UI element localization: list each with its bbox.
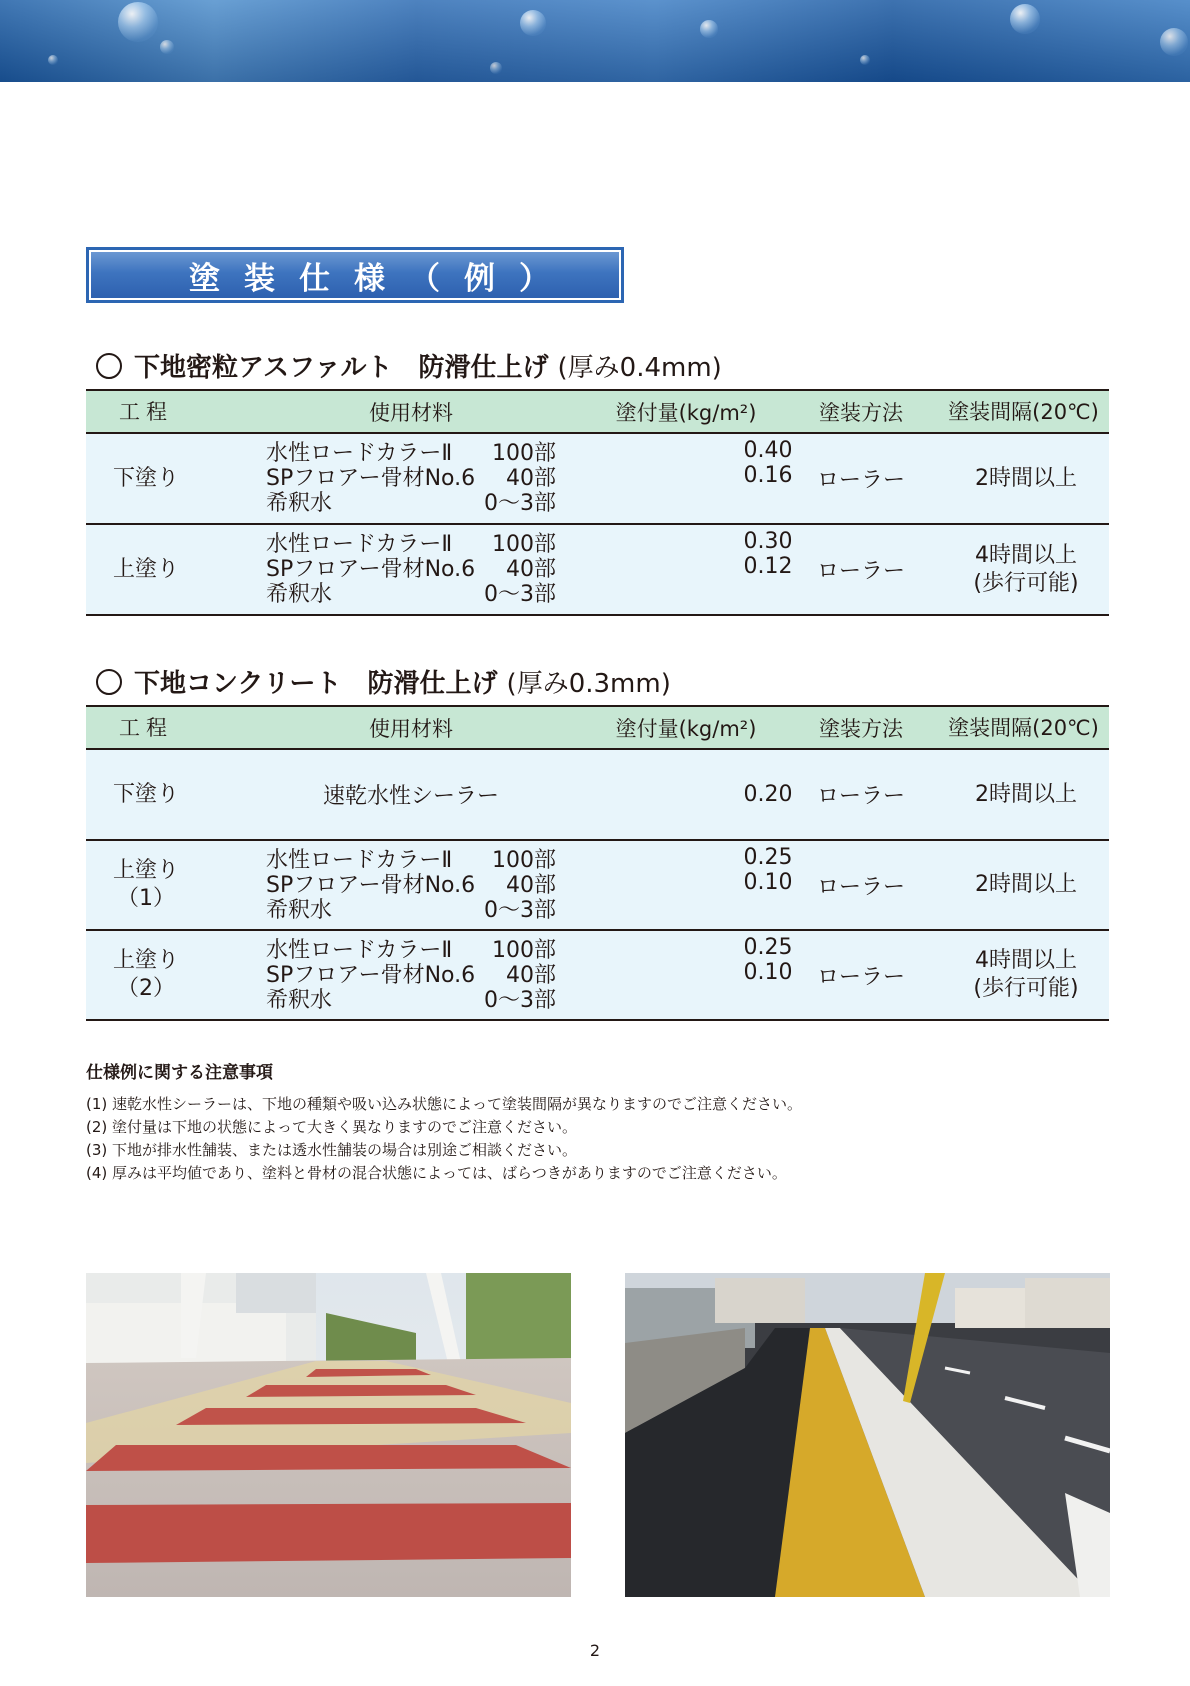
section-heading-concrete (96, 663, 671, 700)
header-interval: 塗装間隔(20℃) (948, 715, 1099, 740)
material-name: 水性ロードカラーⅡ (266, 441, 453, 466)
water-drop (48, 55, 58, 65)
material-line (266, 582, 556, 607)
section-heading-asphalt (96, 347, 722, 384)
water-drop (700, 20, 718, 38)
material-line (266, 898, 556, 923)
row-materials (266, 931, 556, 1019)
notes-section (86, 1058, 1109, 1185)
amount-value: 0.10 (743, 870, 793, 895)
walkway-photo-illustration (86, 1273, 571, 1597)
row-method: ローラー (816, 559, 905, 584)
material-line (266, 873, 556, 898)
material-name: 水性ロードカラーⅡ (266, 532, 453, 557)
row-interval (946, 434, 1106, 523)
top-banner (0, 0, 1190, 82)
row-step (86, 434, 206, 523)
row-amounts (606, 525, 806, 614)
circle-bullet-icon (96, 669, 122, 695)
amount-value: 0.12 (743, 554, 793, 579)
amount-value: 0.40 (743, 438, 793, 463)
header-material: 使用材料 (369, 716, 453, 741)
row-interval (946, 750, 1106, 839)
page-number: 2 (589, 1641, 601, 1660)
interval-line: 4時間以上 (975, 948, 1077, 973)
material-name: SPフロアー骨材No.6 (266, 872, 476, 898)
circle-bullet-icon (96, 353, 122, 379)
material-line (266, 557, 556, 582)
material-qty: 40部 (506, 962, 556, 988)
step-label: 上塗り (112, 948, 179, 973)
material-qty: 40部 (506, 557, 556, 582)
step-label: 下塗り (112, 465, 179, 491)
header-step: 工程 (119, 399, 173, 424)
interval-line: 2時間以上 (975, 465, 1077, 491)
header-method: 塗装方法 (819, 400, 903, 425)
row-amounts (606, 434, 806, 523)
row-step (86, 750, 206, 839)
water-drop (1160, 28, 1188, 56)
photo-yellow-lane (625, 1273, 1110, 1597)
spec-table-asphalt (86, 389, 1109, 616)
interval-line: (歩行可能) (973, 976, 1079, 1001)
photo-walkway-stripes (86, 1273, 571, 1597)
interval-line: 2時間以上 (975, 781, 1077, 807)
amount-value: 0.25 (743, 845, 793, 870)
table-row (86, 841, 1109, 931)
row-material-single: 速乾水性シーラー (322, 784, 499, 809)
row-amounts (606, 841, 806, 929)
table-row (86, 931, 1109, 1021)
water-drop (160, 40, 174, 54)
row-interval (946, 525, 1106, 614)
material-qty: 100部 (492, 532, 556, 557)
amount-value: 0.16 (743, 463, 793, 488)
lane-photo-illustration (625, 1273, 1110, 1597)
step-sub-label: （2） (117, 976, 175, 1001)
material-line (266, 963, 556, 988)
note-item: (2) 塗付量は下地の状態によって大きく異なりますのでご注意ください。 (86, 1118, 578, 1136)
header-method: 塗装方法 (819, 716, 903, 741)
step-label: 上塗り (112, 858, 179, 883)
page-title: 塗装仕様（例） (189, 260, 574, 297)
row-method: ローラー (816, 964, 905, 990)
water-drop (1010, 4, 1040, 34)
material-name: 水性ロードカラーⅡ (266, 937, 453, 963)
row-amounts (606, 750, 806, 839)
material-line (266, 938, 556, 963)
material-name: SPフロアー骨材No.6 (266, 962, 476, 988)
material-name: SPフロアー骨材No.6 (266, 557, 476, 582)
material-line (266, 848, 556, 873)
row-interval (946, 841, 1106, 929)
spec-table-concrete (86, 705, 1109, 1021)
row-step (86, 525, 206, 614)
header-step: 工程 (119, 715, 173, 740)
material-line (266, 988, 556, 1013)
amount-value: 0.10 (743, 960, 793, 985)
material-qty: 0～3部 (484, 582, 556, 607)
header-amount: 塗付量(kg/m²) (615, 400, 757, 425)
material-qty: 0～3部 (484, 491, 556, 516)
material-line (266, 466, 556, 491)
table-row (86, 525, 1109, 616)
section-heading-text: 下地コンクリート 防滑仕上げ (134, 669, 498, 699)
row-method: ローラー (816, 874, 905, 900)
row-step (86, 931, 206, 1019)
header-material: 使用材料 (369, 400, 453, 425)
header-interval: 塗装間隔(20℃) (948, 399, 1099, 424)
water-drop (490, 62, 502, 74)
notes-title: 仕様例に関する注意事項 (86, 1063, 273, 1083)
note-item: (4) 厚みは平均値であり、塗料と骨材の混合状態によっては、ばらつきがありますのでご注意ください。 (86, 1164, 787, 1182)
step-label: 上塗り (112, 556, 179, 582)
material-name: 水性ロードカラーⅡ (266, 847, 453, 873)
note-item: (3) 下地が排水性舗装、または透水性舗装の場合は別途ご相談ください。 (86, 1141, 578, 1159)
material-name: 希釈水 (266, 582, 333, 607)
material-name: 希釈水 (266, 987, 333, 1013)
table-header (86, 705, 1109, 750)
table-row (86, 434, 1109, 525)
page-title-box (86, 247, 624, 303)
row-method: ローラー (816, 468, 905, 493)
material-line (266, 532, 556, 557)
row-materials (266, 525, 556, 614)
material-qty: 40部 (506, 466, 556, 491)
section-thickness: (厚み0.4mm) (557, 353, 722, 383)
row-method: ローラー (816, 784, 905, 809)
table-row (86, 750, 1109, 841)
amount-value: 0.25 (743, 935, 793, 960)
material-qty: 100部 (492, 937, 556, 963)
amount-value: 0.30 (743, 529, 793, 554)
header-amount: 塗付量(kg/m²) (615, 716, 757, 741)
section-thickness: (厚み0.3mm) (506, 669, 671, 699)
water-drop (860, 55, 870, 65)
row-amounts (606, 931, 806, 1019)
row-interval (946, 931, 1106, 1019)
material-qty: 0～3部 (484, 897, 556, 923)
material-name: SPフロアー骨材No.6 (266, 466, 476, 491)
water-drop (520, 10, 546, 36)
section-heading-text: 下地密粒アスファルト 防滑仕上げ (134, 353, 549, 383)
material-line (266, 491, 556, 516)
material-qty: 40部 (506, 872, 556, 898)
material-name: 希釈水 (266, 491, 333, 516)
material-qty: 0～3部 (484, 987, 556, 1013)
interval-line: 4時間以上 (975, 542, 1077, 568)
material-qty: 100部 (492, 441, 556, 466)
amount-value: 0.20 (743, 782, 793, 807)
row-step (86, 841, 206, 929)
step-label: 下塗り (112, 781, 179, 807)
material-line (266, 441, 556, 466)
water-drop (118, 2, 158, 42)
row-materials (266, 434, 556, 523)
note-item: (1) 速乾水性シーラーは、下地の種類や吸い込み状態によって塗装間隔が異なりますのでご注意ください。 (86, 1095, 803, 1113)
interval-line: 2時間以上 (975, 872, 1077, 897)
step-sub-label: （1） (117, 886, 175, 911)
material-name: 希釈水 (266, 897, 333, 923)
table-header (86, 389, 1109, 434)
material-qty: 100部 (492, 847, 556, 873)
interval-line: (歩行可能) (973, 570, 1079, 596)
row-materials (266, 841, 556, 929)
